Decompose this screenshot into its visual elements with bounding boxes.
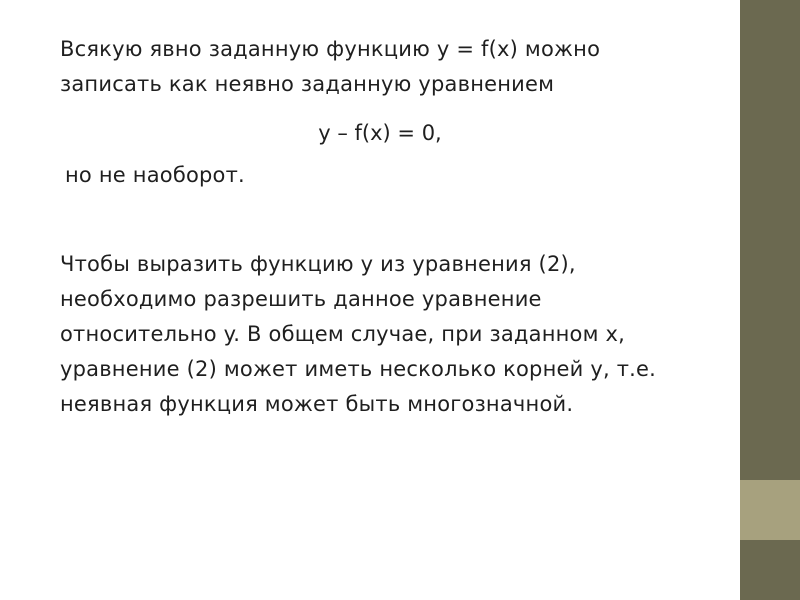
sidebar-accent-block [740,480,800,540]
equation: y – f(x) = 0, [318,121,442,145]
paragraph-explanation: Чтобы выразить функцию y из уравнения (2), необходимо разрешить данное уравнение относительно y. В общем случае, при заданном x, уравнение (2) может иметь несколько корней y, т.е. неявная функция может быть многозначной. [60,252,657,416]
paragraph-definition: Всякую явно заданную функцию y = f(x) можно записать как неявно заданную уравнением [60,37,601,96]
paragraph-not-reverse: но не наоборот. [65,163,245,187]
